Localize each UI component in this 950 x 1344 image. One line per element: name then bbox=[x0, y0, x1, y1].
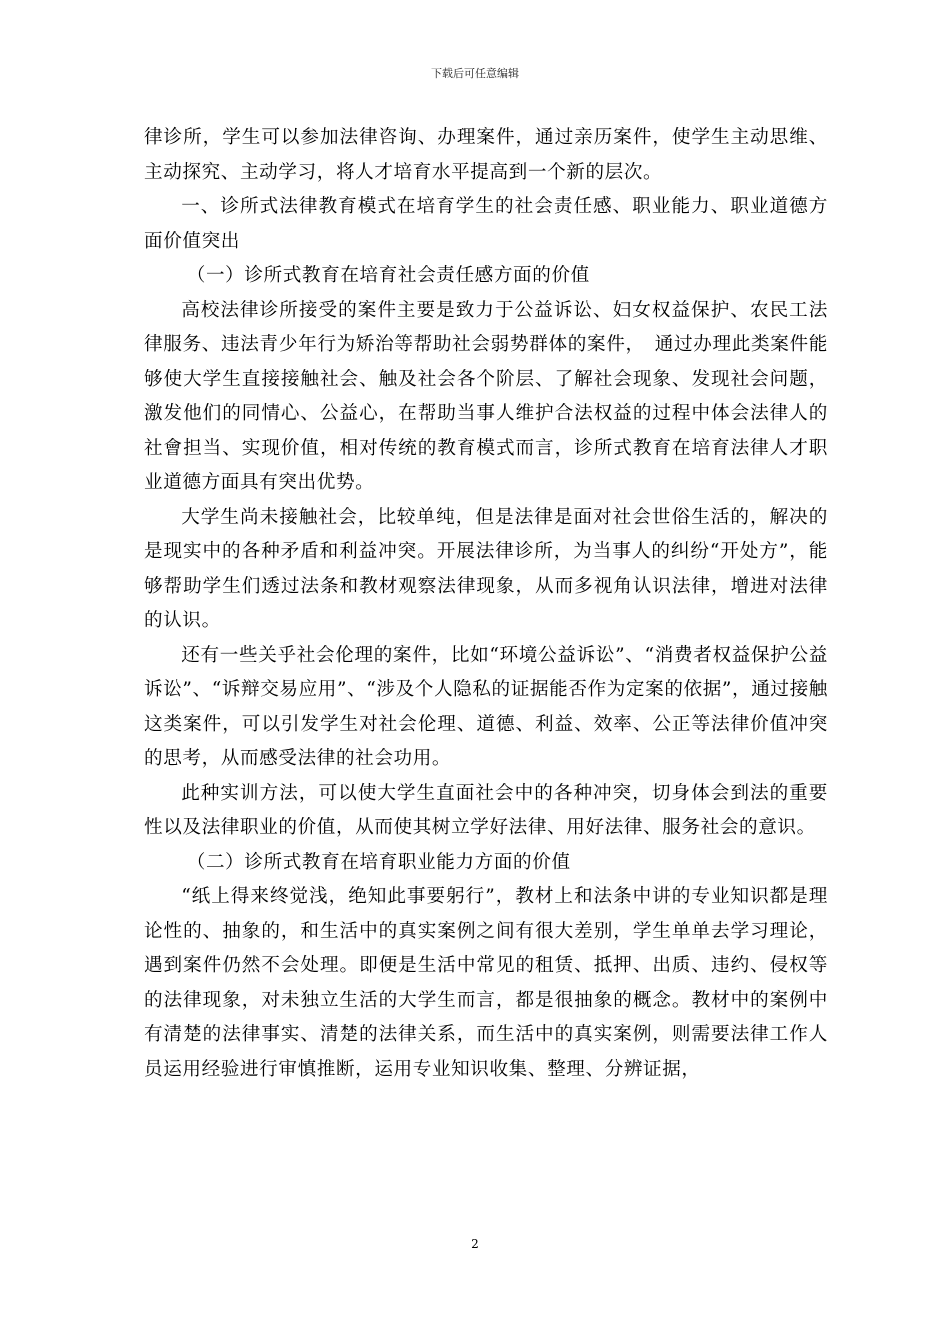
paragraph: 高校法律诊所接受的案件主要是致力于公益诉讼、妇女权益保护、农民工法律服务、违法青少年行为矫治等帮助社会弱势群体的案件， 通过办理此类案件能够使大学生直接接触社会、触及社会各个阶层、了解社会现象、发现社会问题，激发他们的同情心、公益心，在帮助当事人维护合法权益的过程中体会法律人的社會担当、实现价值，相对传统的教育模式而言，诊所式教育在培育法律人才职业道德方面具有突出优势。 bbox=[144, 299, 828, 493]
page-number: 2 bbox=[471, 1237, 479, 1251]
paragraph: 此种实训方法，可以使大学生直面社会中的各种冲突，切身体会到法的重要性以及法律职业的价值，从而使其树立学好法律、用好法律、服务社会的意识。 bbox=[144, 782, 828, 838]
paragraph: 大学生尚未接触社会，比较单纯，但是法律是面对社会世俗生活的，解决的是现实中的各种矛盾和利益冲突。开展法律诊所，为当事人的纠纷“开处方”，能够帮助学生们透过法条和教材观察法律现象，从而多视角认识法律，增进对法律的认识。 bbox=[144, 506, 828, 631]
page-header: 下载后可任意编辑 bbox=[431, 67, 519, 80]
paragraph: “纸上得来终觉浅，绝知此事要躬行”，教材上和法条中讲的专业知识都是理论性的、抽象的，和生活中的真实案例之间有很大差别，学生单单去学习理论，遇到案件仍然不会处理。即便是生活中常见的租赁、抵押、出质、违约、侵权等的法律现象，对未独立生活的大学生而言，都是很抽象的概念。教材中的案例中有清楚的法律事实、清楚的法律关系，而生活中的真实案例，则需要法律工作人员运用经验进行审慎推断，运用专业知识收集、整理、分辨证据， bbox=[144, 886, 828, 1080]
section-heading: 一、诊所式法律教育模式在培育学生的社会责任感、职业能力、职业道德方面价值突出 bbox=[144, 196, 828, 252]
document-body bbox=[144, 121, 828, 1087]
subsection-heading-1: （一）诊所式教育在培育社会责任感方面的价值 bbox=[186, 265, 590, 286]
subsection-heading-2: （二）诊所式教育在培育职业能力方面的价值 bbox=[186, 851, 571, 873]
paragraph-continuation: 律诊所，学生可以参加法律咨询、办理案件，通过亲历案件，使学生主动思维、主动探究、主动学习，将人才培育水平提高到一个新的层次。 bbox=[144, 127, 828, 183]
paragraph: 还有一些关乎社会伦理的案件，比如“环境公益诉讼”、“消费者权益保护公益诉讼”、“诉辩交易应用”、“涉及个人隐私的证据能否作为定案的依据”，通过接触这类案件，可以引发学生对社会伦理、道德、利益、效率、公正等法律价值冲突的思考，从而感受法律的社会功用。 bbox=[144, 644, 828, 769]
